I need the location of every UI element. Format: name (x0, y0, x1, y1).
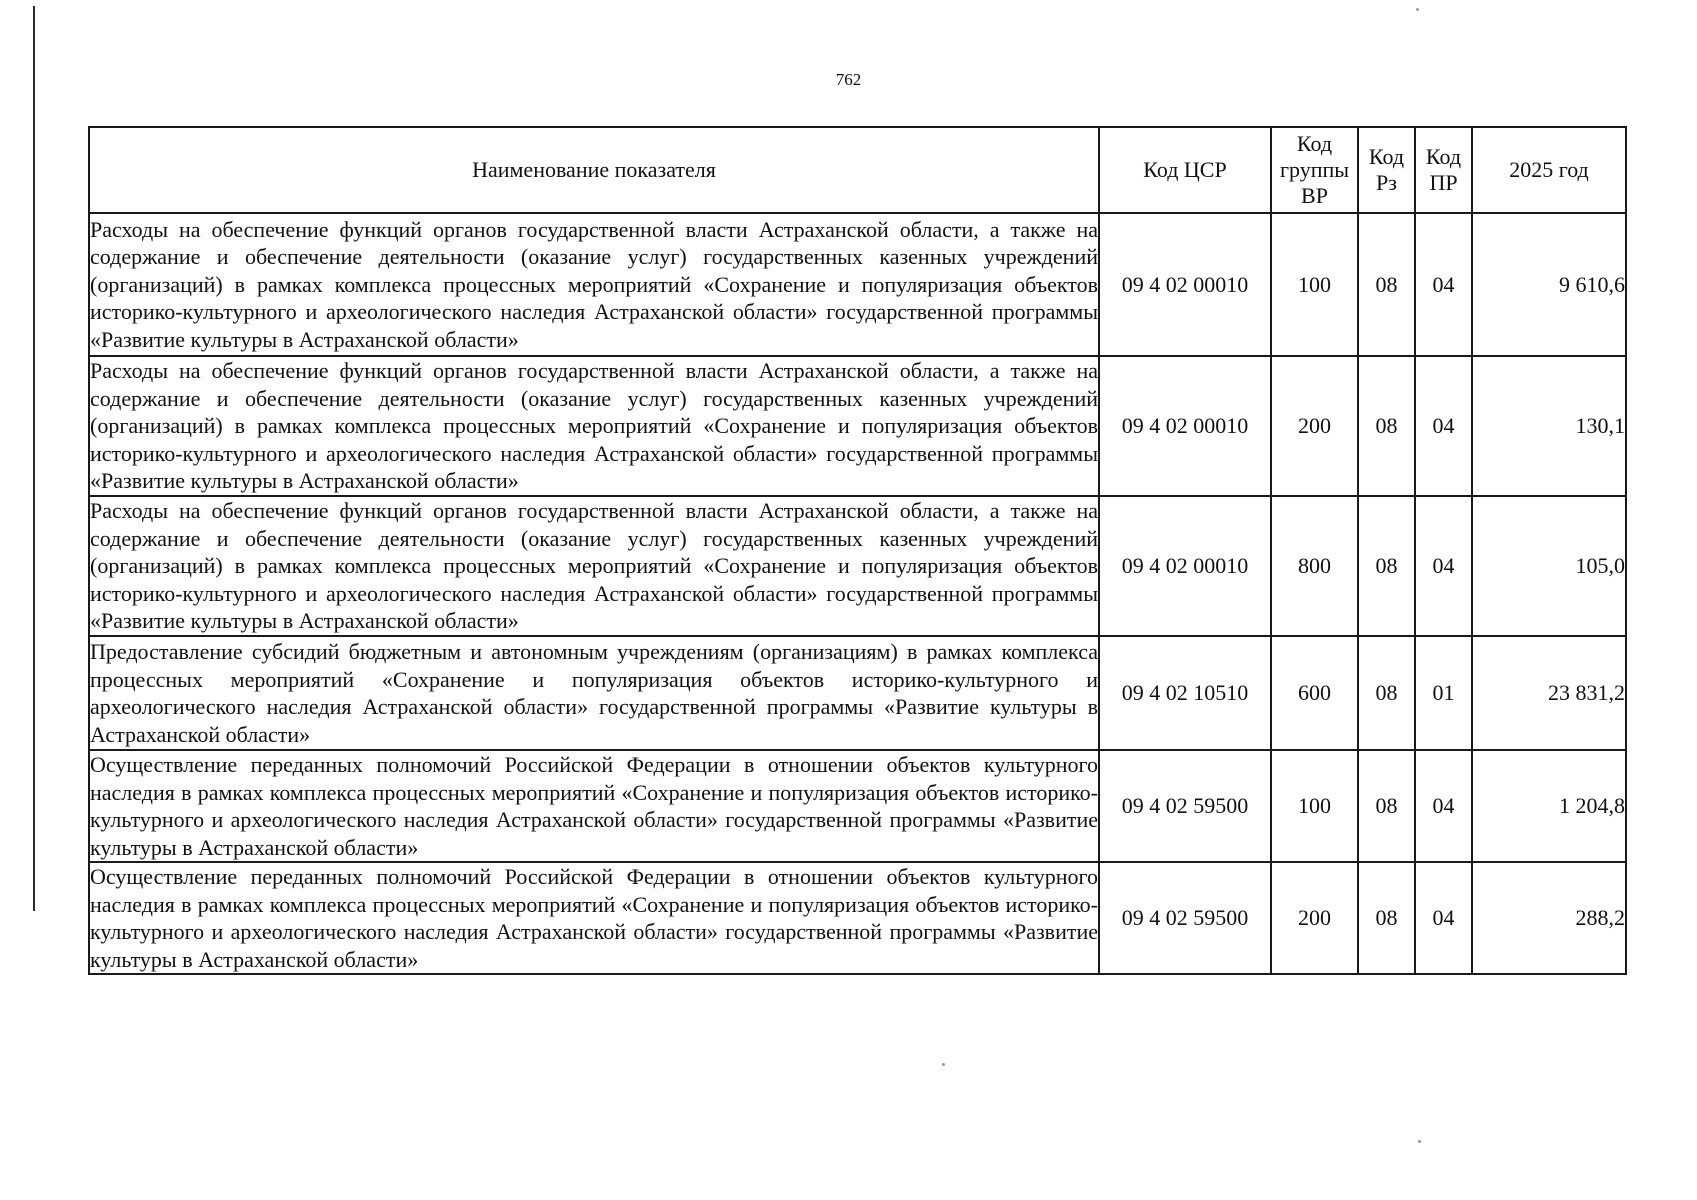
row-amount-2025: 105,0 (1472, 496, 1626, 636)
scan-speck (1418, 1140, 1421, 1143)
row-amount-2025: 23 831,2 (1472, 636, 1626, 750)
table-row (89, 750, 1626, 862)
row-indicator-name: Осуществление переданных полномочий Российской Федерации в отношении объектов культурного наследия в рамках комплекса процессных мероприятий «Сохранение и популяризация объектов историко-культурного и археологического наследия Астраханской области» государственной программы «Развитие культуры в Астраханской области» (89, 862, 1099, 974)
scan-speck (1416, 8, 1419, 11)
row-pr-code: 04 (1415, 750, 1472, 862)
row-rz-code: 08 (1358, 862, 1415, 974)
table-row (89, 213, 1626, 356)
row-csr-code: 09 4 02 10510 (1099, 636, 1271, 750)
row-vr-code: 800 (1271, 496, 1358, 636)
row-indicator-name: Расходы на обеспечение функций органов государственной власти Астраханской области, а также на содержание и обеспечение деятельности (оказание услуг) государственных казенных учреждений (организаций) в рамках комплекса процессных мероприятий «Сохранение и популяризация объектов историко-культурного и археологического наследия Астраханской области» государственной программы «Развитие культуры в Астраханской области» (89, 496, 1099, 636)
row-rz-code: 08 (1358, 750, 1415, 862)
row-csr-code: 09 4 02 00010 (1099, 356, 1271, 496)
row-vr-code: 200 (1271, 862, 1358, 974)
row-vr-code: 100 (1271, 213, 1358, 356)
table-row (89, 496, 1626, 636)
row-pr-code: 04 (1415, 862, 1472, 974)
page-number: 762 (835, 70, 862, 89)
header-vr-code: Код группы ВР (1271, 127, 1358, 213)
row-amount-2025: 288,2 (1472, 862, 1626, 974)
table-header-row (89, 127, 1626, 213)
budget-table (88, 126, 1627, 975)
row-pr-code: 04 (1415, 213, 1472, 356)
row-amount-2025: 1 204,8 (1472, 750, 1626, 862)
row-pr-code: 04 (1415, 356, 1472, 496)
row-vr-code: 100 (1271, 750, 1358, 862)
row-vr-code: 200 (1271, 356, 1358, 496)
header-csr-code: Код ЦСР (1099, 127, 1271, 213)
row-csr-code: 09 4 02 00010 (1099, 213, 1271, 356)
binding-margin-line (33, 6, 35, 911)
table-row (89, 356, 1626, 496)
row-indicator-name: Предоставление субсидий бюджетным и автономным учреждениям (организациям) в рамках комплекса процессных мероприятий «Сохранение и популяризация объектов историко-культурного и археологического наследия Астраханской области» государственной программы «Развитие культуры в Астраханской области» (89, 636, 1099, 750)
row-rz-code: 08 (1358, 213, 1415, 356)
row-indicator-name: Расходы на обеспечение функций органов государственной власти Астраханской области, а также на содержание и обеспечение деятельности (оказание услуг) государственных казенных учреждений (организаций) в рамках комплекса процессных мероприятий «Сохранение и популяризация объектов историко-культурного и археологического наследия Астраханской области» государственной программы «Развитие культуры в Астраханской области» (89, 356, 1099, 496)
row-indicator-name: Расходы на обеспечение функций органов государственной власти Астраханской области, а также на содержание и обеспечение деятельности (оказание услуг) государственных казенных учреждений (организаций) в рамках комплекса процессных мероприятий «Сохранение и популяризация объектов историко-культурного и археологического наследия Астраханской области» государственной программы «Развитие культуры в Астраханской области» (89, 213, 1099, 356)
row-rz-code: 08 (1358, 356, 1415, 496)
row-pr-code: 04 (1415, 496, 1472, 636)
header-indicator-name: Наименование показателя (89, 127, 1099, 213)
row-amount-2025: 9 610,6 (1472, 213, 1626, 356)
row-rz-code: 08 (1358, 636, 1415, 750)
header-year-2025: 2025 год (1472, 127, 1626, 213)
row-rz-code: 08 (1358, 496, 1415, 636)
row-csr-code: 09 4 02 00010 (1099, 496, 1271, 636)
row-amount-2025: 130,1 (1472, 356, 1626, 496)
row-vr-code: 600 (1271, 636, 1358, 750)
scan-speck (942, 1063, 945, 1066)
table-row (89, 862, 1626, 974)
row-pr-code: 01 (1415, 636, 1472, 750)
header-pr-code: Код ПР (1415, 127, 1472, 213)
row-csr-code: 09 4 02 59500 (1099, 750, 1271, 862)
header-rz-code: Код Рз (1358, 127, 1415, 213)
table-row (89, 636, 1626, 750)
row-csr-code: 09 4 02 59500 (1099, 862, 1271, 974)
row-indicator-name: Осуществление переданных полномочий Российской Федерации в отношении объектов культурного наследия в рамках комплекса процессных мероприятий «Сохранение и популяризация объектов историко-культурного и археологического наследия Астраханской области» государственной программы «Развитие культуры в Астраханской области» (89, 750, 1099, 862)
